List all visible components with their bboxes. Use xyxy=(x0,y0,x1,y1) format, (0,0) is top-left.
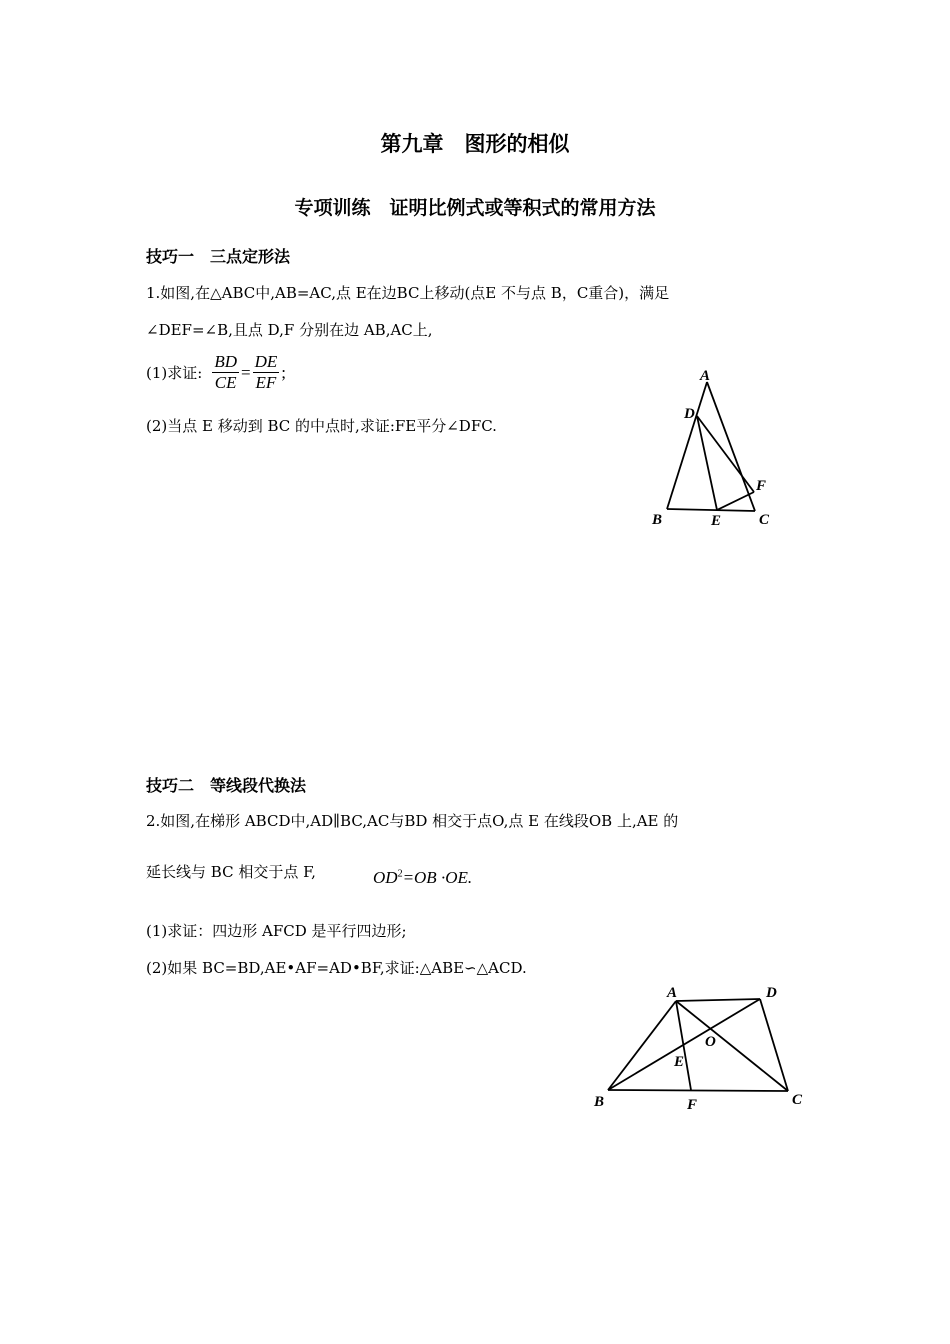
problem2-line2: 延长线与 BC 相交于点 F, xyxy=(146,863,316,881)
label-o: O xyxy=(705,1034,716,1050)
section1-heading: 技巧一 三点定形法 xyxy=(146,247,291,266)
frac2-numerator: DE xyxy=(254,352,278,371)
triangle-figure xyxy=(640,360,780,535)
problem2-part1: (1)求证：四边形 AFCD 是平行四边形; xyxy=(146,922,407,940)
segment-ef xyxy=(717,492,754,510)
segment-ac xyxy=(676,1001,788,1091)
problem1-line1: 1.如图,在△ABC中,AB=AC,点 E在边BC上移动(点E 不与点 B，C重合)，满足 xyxy=(146,284,670,302)
formula-exponent: 2 xyxy=(397,868,403,880)
equals-sign: = xyxy=(240,362,251,382)
label-c: C xyxy=(759,512,770,528)
label-b: B xyxy=(594,1094,605,1110)
label-f: F xyxy=(687,1097,698,1113)
label-c: C xyxy=(792,1092,803,1108)
label-a: A xyxy=(700,368,711,384)
formula-lhs: OD xyxy=(373,868,398,887)
part1-suffix: ; xyxy=(281,362,286,382)
problem1-part1 xyxy=(146,352,286,393)
frac2-denominator: EF xyxy=(255,373,277,392)
problem1-part2: (2)当点 E 移动到 BC 的中点时,求证:FE平分∠DFC. xyxy=(146,417,497,435)
frac1-numerator: BD xyxy=(214,352,237,371)
problem2-line1: 2.如图,在梯形 ABCD中,AD∥BC,AC与BD 相交于点O,点 E 在线段OB 上,AE 的 xyxy=(146,812,679,830)
problem1-line2: ∠DEF=∠B,且点 D,F 分别在边 AB,AC上, xyxy=(146,321,433,339)
label-d: D xyxy=(766,985,777,1001)
segment-ad xyxy=(676,999,760,1001)
segment-ab xyxy=(667,382,707,509)
label-e: E xyxy=(711,513,722,529)
fraction-de-ef xyxy=(253,352,280,393)
label-f: F xyxy=(756,478,767,494)
label-b: B xyxy=(652,512,663,528)
formula-rhs: =OB ·OE. xyxy=(402,868,473,887)
label-e: E xyxy=(674,1054,685,1070)
formula-od-squared xyxy=(373,868,472,888)
segment-af xyxy=(676,1001,691,1090)
part1-prefix: (1)求证: xyxy=(146,364,203,382)
problem2-part2: (2)如果 BC=BD,AE•AF=AD•BF,求证:△ABE∽△ACD. xyxy=(146,959,527,977)
chapter-title: 第九章 图形的相似 xyxy=(380,132,570,156)
segment-ac xyxy=(707,382,755,511)
label-a: A xyxy=(667,985,678,1001)
trapezoid-figure xyxy=(590,980,820,1115)
section2-heading: 技巧二 等线段代换法 xyxy=(146,776,307,795)
segment-ab xyxy=(608,1001,676,1090)
segment-bc xyxy=(608,1090,788,1091)
segment-dc xyxy=(760,999,788,1091)
subtitle: 专项训练 证明比例式或等积式的常用方法 xyxy=(294,197,656,219)
frac1-denominator: CE xyxy=(214,373,237,392)
label-d: D xyxy=(684,406,695,422)
fraction-bd-ce xyxy=(212,352,239,393)
segment-bc xyxy=(667,509,755,511)
